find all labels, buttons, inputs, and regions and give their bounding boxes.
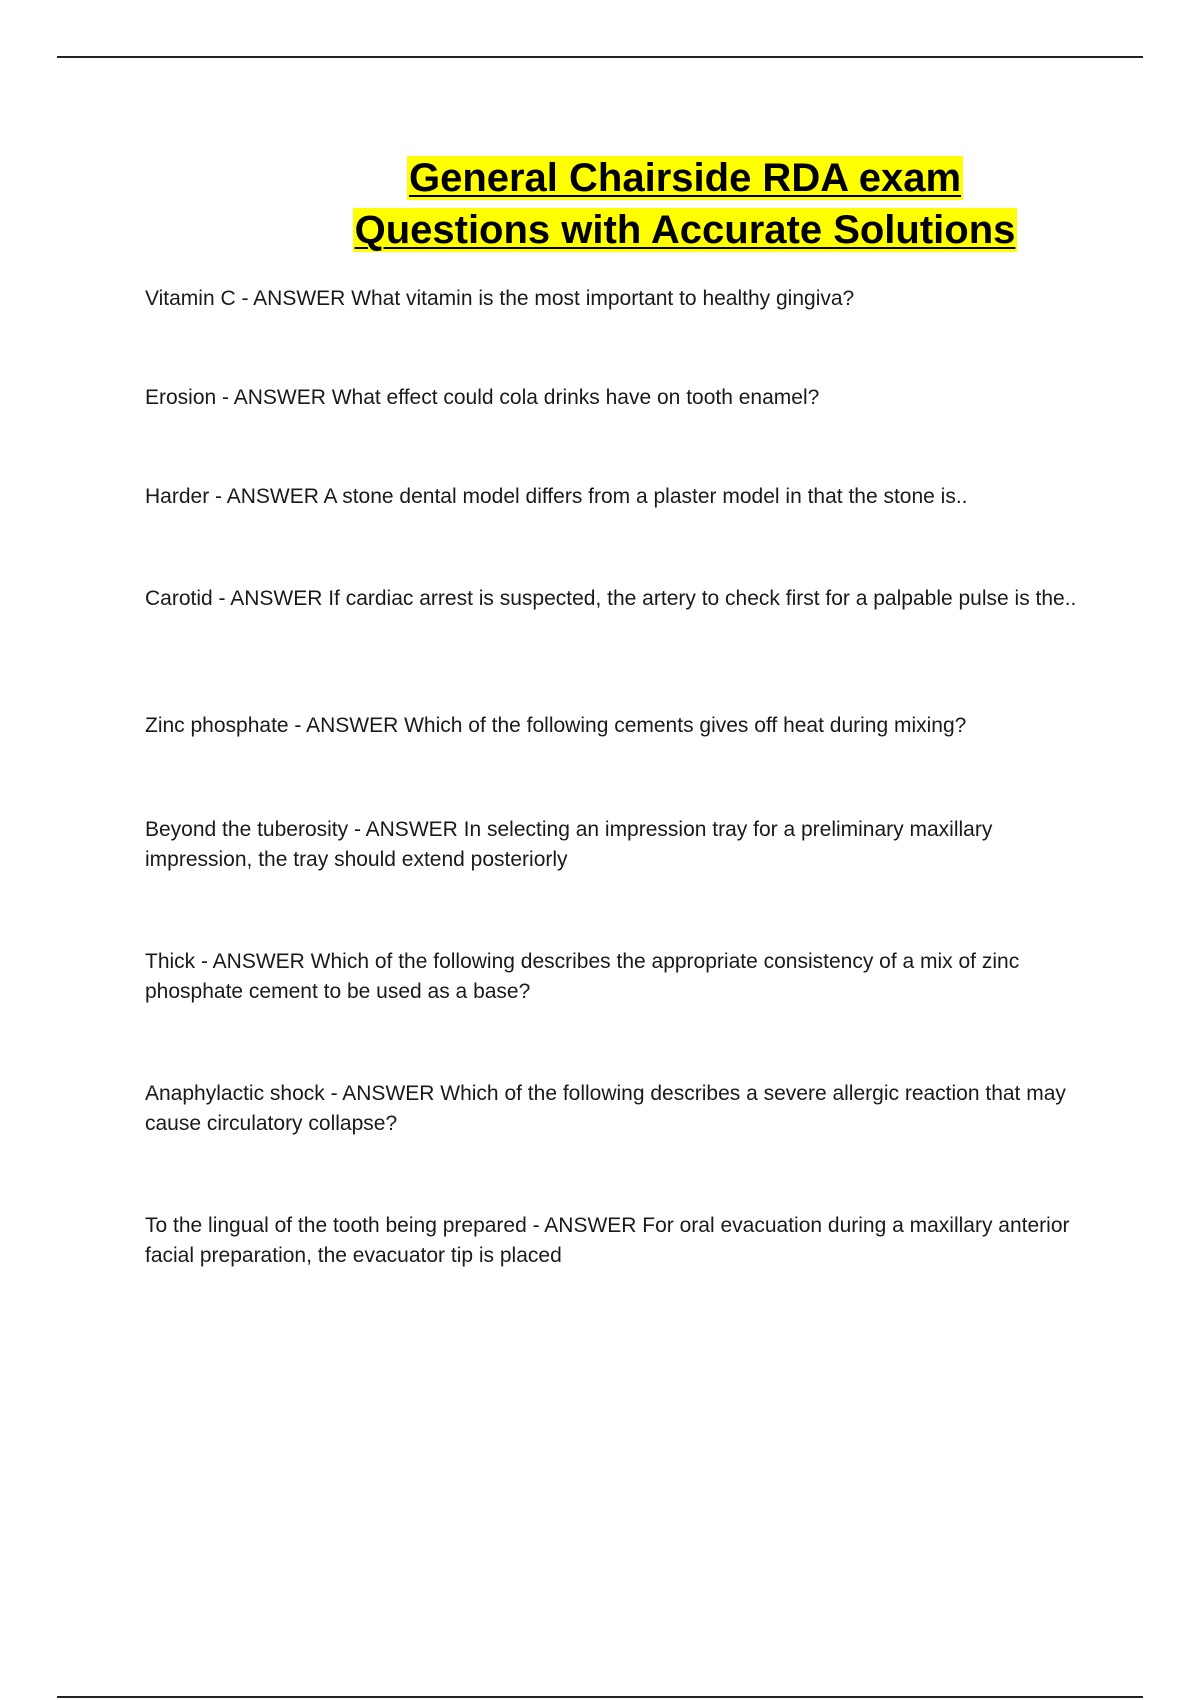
footer-rule — [57, 1696, 1143, 1698]
qa-item: Harder - ANSWER A stone dental model differs from a plaster model in that the stone is.. — [145, 485, 968, 508]
qa-item: Vitamin C - ANSWER What vitamin is the most important to healthy gingiva? — [145, 287, 855, 310]
title-line-1: General Chairside RDA exam — [408, 156, 962, 200]
qa-item: Beyond the tuberosity - ANSWER In selecting an impression tray for a preliminary maxillary impression, the tray should extend posteriorly — [145, 818, 993, 871]
qa-item: Zinc phosphate - ANSWER Which of the following cements gives off heat during mixing? — [145, 714, 967, 737]
qa-item: Thick - ANSWER Which of the following describes the appropriate consistency of a mix of zinc phosphate cement to be used as a base? — [145, 950, 1020, 1003]
header-rule — [57, 56, 1143, 58]
qa-item: Erosion - ANSWER What effect could cola drinks have on tooth enamel? — [145, 386, 820, 409]
qa-item: Carotid - ANSWER If cardiac arrest is suspected, the artery to check first for a palpable pulse is the.. — [145, 587, 1077, 610]
qa-item: To the lingual of the tooth being prepared - ANSWER For oral evacuation during a maxillary anterior facial preparation, the evacuator tip is placed — [145, 1214, 1070, 1267]
document-title — [290, 152, 1080, 256]
title-line-2: Questions with Accurate Solutions — [354, 208, 1016, 252]
qa-item: Anaphylactic shock - ANSWER Which of the following describes a severe allergic reaction that may cause circulatory collapse? — [145, 1082, 1066, 1135]
